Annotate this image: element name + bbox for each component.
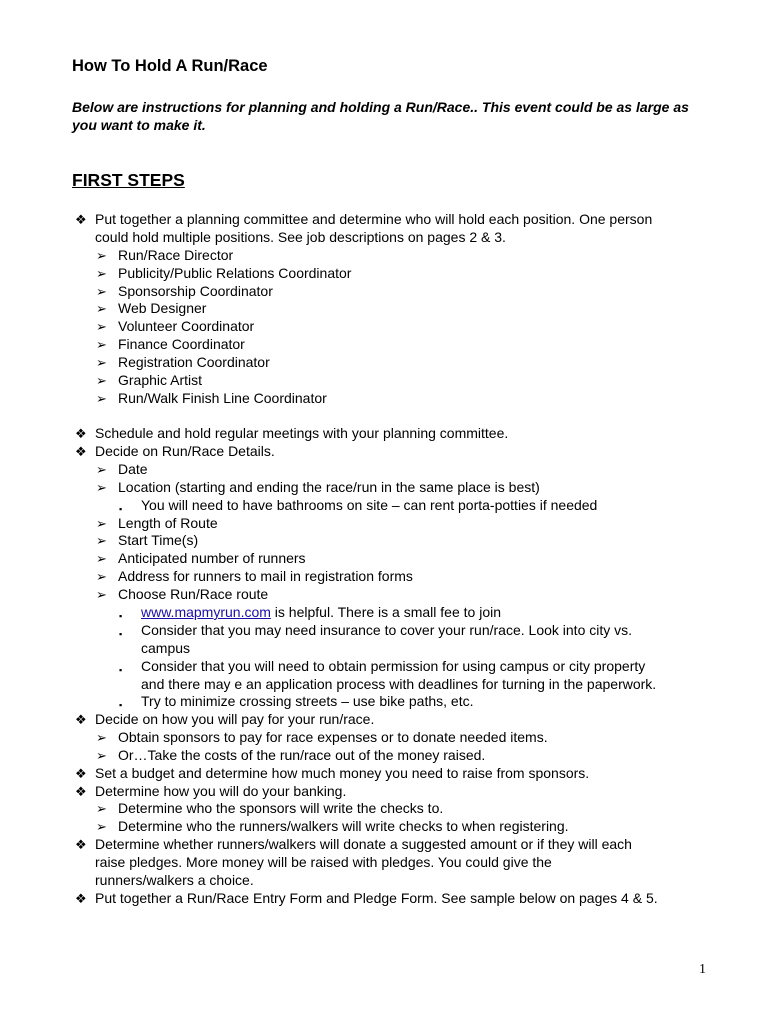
list-item-text: Determine who the sponsors will write the checks to. — [118, 800, 444, 816]
list-item-text: Volunteer Coordinator — [118, 318, 255, 334]
list-item-text: campus — [141, 640, 191, 656]
list-item-text: Or…Take the costs of the run/race out of the money raised. — [118, 747, 486, 763]
diamond-bullet-icon: ❖ — [75, 891, 87, 906]
arrow-bullet-icon: ➢ — [96, 284, 107, 299]
list-item-text: Set a budget and determine how much money you need to raise from sponsors. — [95, 765, 590, 781]
page-number: 1 — [699, 962, 706, 977]
arrow-bullet-icon: ➢ — [96, 462, 107, 477]
diamond-bullet-icon: ❖ — [75, 766, 87, 781]
arrow-bullet-icon: ➢ — [96, 301, 107, 316]
list-item-text: Anticipated number of runners — [118, 550, 306, 566]
list-item-text: Address for runners to mail in registration forms — [118, 568, 413, 584]
list-item-text: Consider that you will need to obtain permission for using campus or city property — [141, 658, 646, 674]
arrow-bullet-icon: ➢ — [96, 248, 107, 263]
arrow-bullet-icon: ➢ — [96, 337, 107, 352]
list-item-text: Consider that you may need insurance to cover your run/race. Look into city vs. — [141, 622, 633, 638]
list-item-text: Decide on Run/Race Details. — [95, 443, 275, 459]
diamond-bullet-icon: ❖ — [75, 212, 87, 227]
diamond-bullet-icon: ❖ — [75, 837, 87, 852]
square-bullet-icon: ▪ — [119, 611, 123, 621]
list-item-text — [141, 603, 501, 621]
list-item-text: Run/Race Director — [118, 247, 234, 263]
square-bullet-icon: ▪ — [119, 504, 123, 514]
diamond-bullet-icon: ❖ — [75, 426, 87, 441]
arrow-bullet-icon: ➢ — [96, 266, 107, 281]
list-item-text: Sponsorship Coordinator — [118, 283, 273, 299]
list-item-text: Finance Coordinator — [118, 336, 245, 352]
mapmyrun-link[interactable]: www.mapmyrun.com — [141, 604, 271, 620]
list-item-text: Length of Route — [118, 515, 218, 531]
list-item-text: Choose Run/Race route — [118, 586, 269, 602]
diamond-bullet-icon: ❖ — [75, 712, 87, 727]
arrow-bullet-icon: ➢ — [96, 587, 107, 602]
list-item-text: Start Time(s) — [118, 532, 199, 548]
list-item-text: Obtain sponsors to pay for race expenses or to donate needed items. — [118, 729, 548, 745]
list-item-text: Determine who the runners/walkers will write checks to when registering. — [118, 818, 569, 834]
list-item-text: You will need to have bathrooms on site – can rent porta-potties if needed — [141, 497, 598, 513]
list-item-text: and there may e an application process with deadlines for turning in the paperwork. — [141, 676, 657, 692]
list-item-text: Publicity/Public Relations Coordinator — [118, 265, 352, 281]
arrow-bullet-icon: ➢ — [96, 819, 107, 834]
list-item-text: Location (starting and ending the race/run in the same place is best) — [118, 479, 540, 495]
arrow-bullet-icon: ➢ — [96, 730, 107, 745]
document-title: How To Hold A Run/Race — [72, 57, 268, 75]
arrow-bullet-icon: ➢ — [96, 801, 107, 816]
diamond-bullet-icon: ❖ — [75, 784, 87, 799]
list-item-text: Schedule and hold regular meetings with your planning committee. — [95, 425, 509, 441]
arrow-bullet-icon: ➢ — [96, 480, 107, 495]
square-bullet-icon: ▪ — [119, 700, 123, 710]
list-item-text: Put together a Run/Race Entry Form and Pledge Form. See sample below on pages 4 & 5. — [95, 890, 658, 906]
arrow-bullet-icon: ➢ — [96, 391, 107, 406]
arrow-bullet-icon: ➢ — [96, 569, 107, 584]
list-item-text: Put together a planning committee and determine who will hold each position. One person — [95, 211, 653, 227]
list-item-text: Determine whether runners/walkers will donate a suggested amount or if they will each — [95, 836, 632, 852]
section-heading-first-steps: FIRST STEPS — [72, 170, 185, 190]
list-item-text: Web Designer — [118, 300, 207, 316]
diamond-bullet-icon: ❖ — [75, 444, 87, 459]
arrow-bullet-icon: ➢ — [96, 533, 107, 548]
arrow-bullet-icon: ➢ — [96, 551, 107, 566]
arrow-bullet-icon: ➢ — [96, 373, 107, 388]
list-item-text: Run/Walk Finish Line Coordinator — [118, 390, 327, 406]
list-item-text: raise pledges. More money will be raised with pledges. You could give the — [95, 854, 552, 870]
list-item-text: Try to minimize crossing streets – use bike paths, etc. — [141, 693, 474, 709]
arrow-bullet-icon: ➢ — [96, 355, 107, 370]
list-item-text: Date — [118, 461, 148, 477]
list-item-text-rest: is helpful. There is a small fee to join — [270, 604, 501, 620]
intro-paragraph: Below are instructions for planning and holding a Run/Race.. This event could be as large as you want to make it. — [72, 99, 689, 133]
square-bullet-icon: ▪ — [119, 665, 123, 675]
list-item-text: Decide on how you will pay for your run/race. — [95, 711, 375, 727]
list-item-text: could hold multiple positions. See job descriptions on pages 2 & 3. — [95, 229, 506, 245]
arrow-bullet-icon: ➢ — [96, 516, 107, 531]
list-item-text: Registration Coordinator — [118, 354, 270, 370]
arrow-bullet-icon: ➢ — [96, 748, 107, 763]
list-item-text: Graphic Artist — [118, 372, 203, 388]
square-bullet-icon: ▪ — [119, 629, 123, 639]
list-item-text: runners/walkers a choice. — [95, 872, 254, 888]
arrow-bullet-icon: ➢ — [96, 319, 107, 334]
list-item-text: Determine how you will do your banking. — [95, 783, 347, 799]
